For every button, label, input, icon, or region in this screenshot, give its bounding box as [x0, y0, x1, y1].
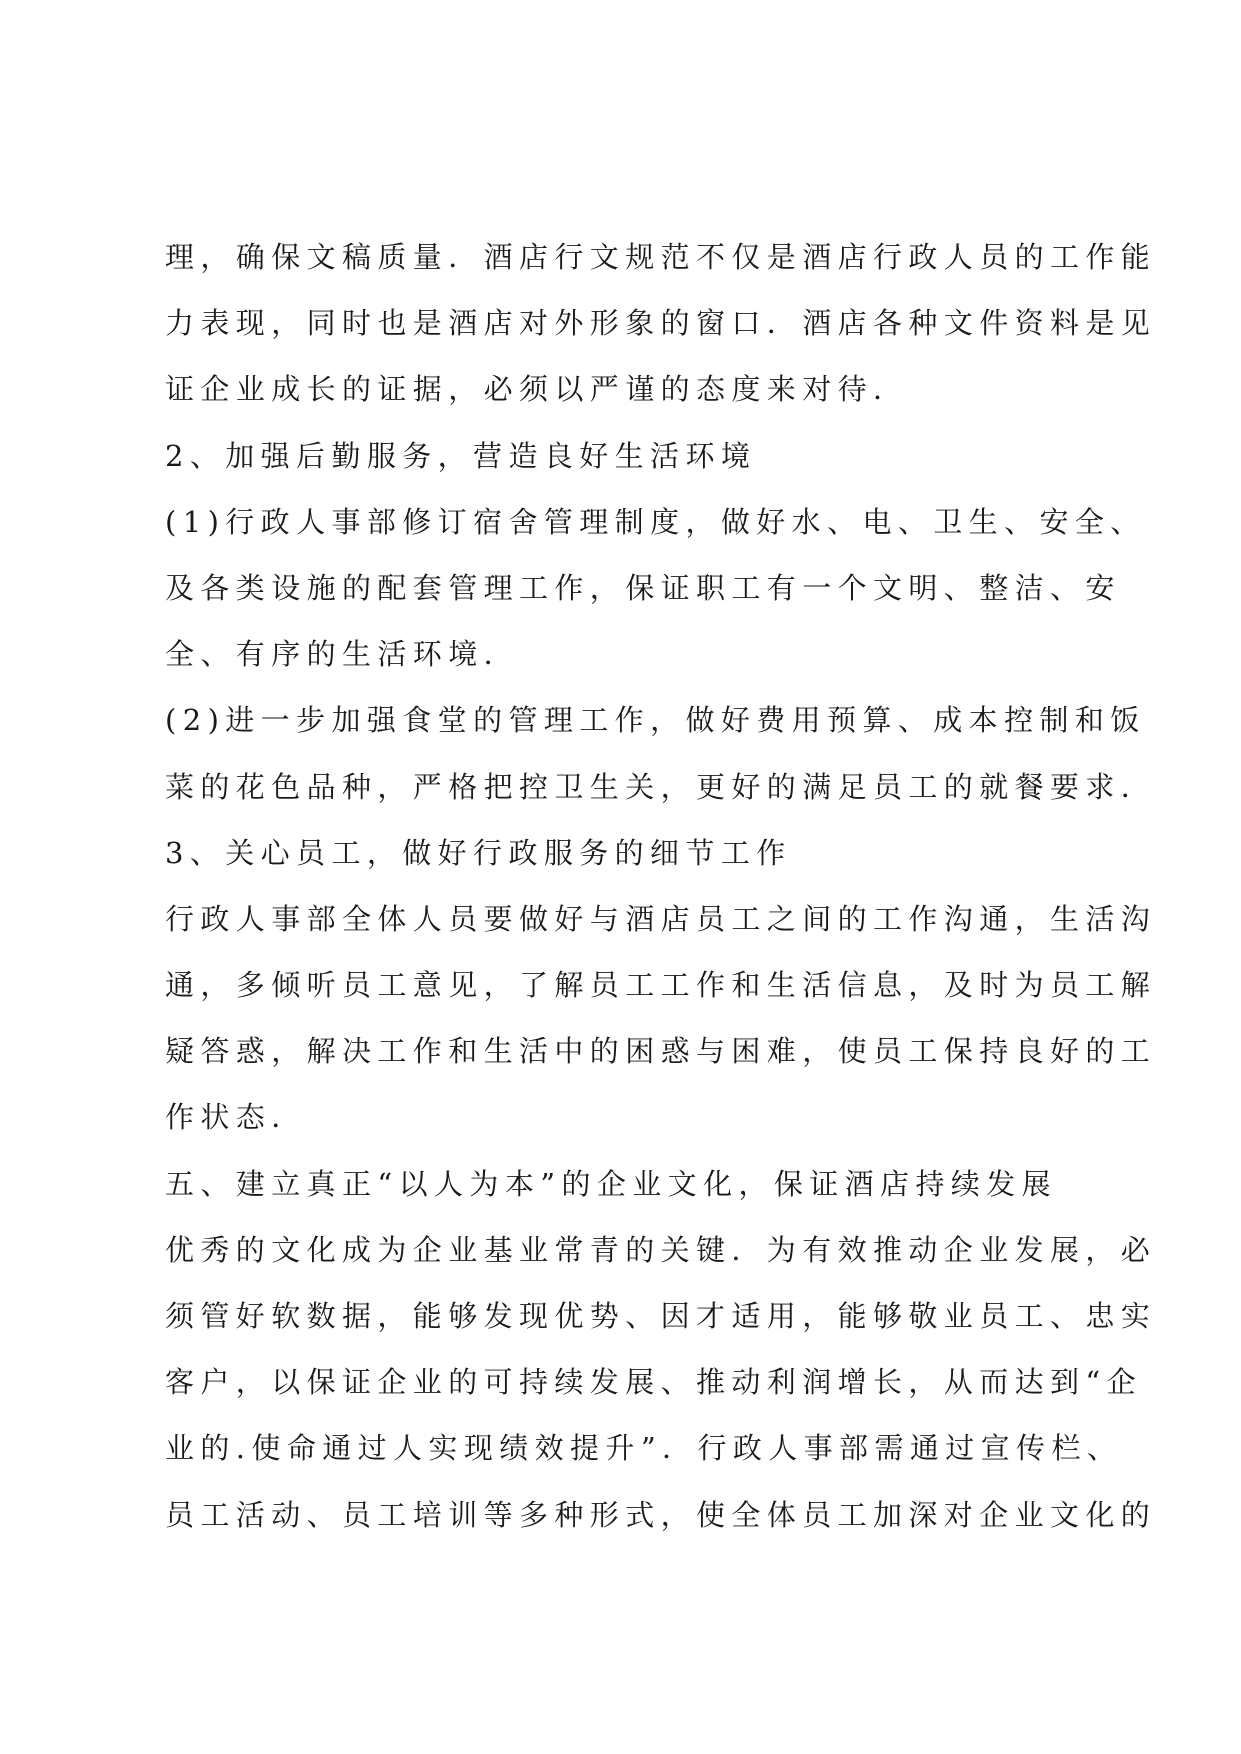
text-line: 客户，以保证企业的可持续发展、推动利润增长，从而达到“企	[165, 1365, 1143, 1400]
document-body	[165, 224, 1157, 1548]
text-line: (2)进一步加强食堂的管理工作，做好费用预算、成本控制和饭	[165, 703, 1146, 738]
text-line: 证企业成长的证据，必须以严谨的态度来对待．	[165, 372, 909, 407]
text-line: 行政人事部全体人员要做好与酒店员工之间的工作沟通，生活沟	[165, 901, 1157, 936]
text-line: 菜的花色品种，严格把控卫生关，更好的满足员工的就餐要求．	[165, 769, 1157, 804]
text-line: 理，确保文稿质量．酒店行文规范不仅是酒店行政人员的工作能	[165, 240, 1157, 274]
text-line: 全、有序的生活环境．	[165, 637, 520, 672]
section-heading: 五、建立真正“以人为本”的企业文化，保证酒店持续发展	[165, 1166, 1058, 1201]
text-line: 作状态．	[165, 1100, 307, 1135]
text-line: 须管好软数据，能够发现优势、因才适用，能够敬业员工、忠实	[165, 1299, 1157, 1333]
text-line: 力表现，同时也是酒店对外形象的窗口．酒店各种文件资料是见	[165, 306, 1157, 341]
text-line: 疑答惑，解决工作和生活中的困惑与困难，使员工保持良好的工	[165, 1034, 1157, 1069]
text-line: 及各类设施的配套管理工作，保证职工有一个文明、整洁、安	[165, 570, 1121, 605]
text-line: 通，多倾听员工意见，了解员工工作和生活信息，及时为员工解	[165, 968, 1157, 1003]
section-heading: 2、加强后勤服务，营造良好生活环境	[165, 438, 757, 473]
text-line: 业的.使命通过人实现绩效提升”．行政人事部需通过宣传栏、	[165, 1431, 1123, 1466]
text-line: (1)行政人事部修订宿舍管理制度，做好水、电、卫生、安全、	[165, 504, 1146, 539]
text-line: 员工活动、员工培训等多种形式，使全体员工加深对企业文化的	[165, 1497, 1157, 1532]
section-heading: 3、关心员工，做好行政服务的细节工作	[165, 835, 792, 870]
text-line: 优秀的文化成为企业基业常青的关键．为有效推动企业发展，必	[165, 1232, 1157, 1267]
